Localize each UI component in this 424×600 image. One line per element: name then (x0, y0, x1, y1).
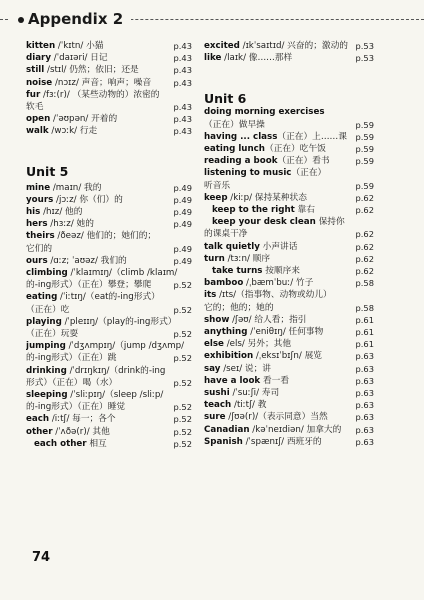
vocab-word: noise (26, 77, 53, 88)
vocab-definition: /ˈsuːʃi/ 寿司 (229, 388, 280, 398)
vocab-page-ref: p.43 (173, 53, 192, 64)
vocab-entry (204, 436, 374, 448)
vocab-entry (204, 326, 374, 338)
vocab-definition: /ˈdrɪŋkɪŋ/（drink的-ing (66, 365, 166, 376)
vocab-page-ref: p.62 (355, 205, 374, 215)
vocab-entry (26, 89, 192, 101)
vocab-definition: /iːtʃ/ 每一；各个 (49, 414, 116, 425)
vocab-page-ref: p.52 (173, 438, 192, 449)
vocab-page-ref: p.59 (355, 156, 374, 167)
vocab-word: doing morning exercises (204, 107, 325, 118)
vocab-word: keep (204, 192, 228, 203)
vocab-definition: /wɔːk/ 行走 (48, 126, 98, 137)
vocab-page-ref: p.49 (173, 207, 192, 217)
appendix-header (0, 8, 424, 32)
vocab-page-ref: p.63 (355, 412, 374, 423)
vocab-page-ref: p.53 (355, 53, 374, 64)
vocab-entry (26, 352, 192, 364)
vocab-entry (26, 401, 192, 413)
vocab-page-ref: p.63 (355, 363, 374, 374)
vocab-word: fur (26, 89, 41, 100)
vocab-entry (204, 302, 374, 314)
vocab-word: his (26, 207, 41, 217)
vocab-entry (204, 40, 374, 52)
vocab-page-ref: p.43 (173, 77, 192, 88)
vocab-entry (204, 387, 374, 399)
vocab-word: reading a book (204, 156, 278, 167)
vocab-word: its (204, 290, 217, 301)
vocab-definition: /ʃʊə(r)/（表示同意）当然 (225, 412, 328, 423)
vocab-word: yours (26, 194, 54, 205)
vocab-entry (26, 77, 192, 89)
vocab-entry (204, 106, 374, 118)
vocab-entry (204, 216, 374, 228)
vocab-entry (26, 230, 192, 242)
vocab-entry (204, 180, 374, 192)
bullet-icon (18, 17, 24, 23)
vocab-page-ref: p.52 (173, 329, 192, 339)
vocab-entry (204, 314, 374, 326)
vocab-word: teach (204, 400, 232, 411)
vocab-word: jumping (26, 341, 66, 352)
vocab-definition: 按顺序来 (262, 266, 300, 276)
vocab-page-ref: p.63 (355, 388, 374, 398)
page-number: 74 (32, 550, 51, 565)
vocab-word: drinking (26, 365, 67, 376)
vocab-definition: （正在）上……课 (277, 131, 347, 142)
vocab-definition: /els/ 另外；其他 (223, 339, 292, 350)
vocab-page-ref: p.61 (355, 327, 374, 337)
vocab-page-ref: p.49 (173, 194, 192, 205)
vocab-entry (26, 389, 192, 401)
vocab-word: eating (26, 292, 58, 303)
vocab-entry (26, 365, 192, 377)
vocab-entry (26, 340, 192, 352)
vocab-page-ref: p.63 (355, 375, 374, 386)
vocab-definition: /laɪk/ 像……那样 (221, 53, 293, 64)
vocab-entry (204, 399, 374, 411)
vocab-page-ref: p.59 (355, 131, 374, 142)
vocab-definition: 相互 (86, 438, 107, 449)
vocab-definition: /kiːp/ 保持某种状态 (227, 192, 307, 203)
vocab-definition: /ˈkɪtn/ 小猫 (55, 41, 104, 51)
vocab-word: bamboo (204, 278, 244, 289)
vocab-page-ref: p.52 (173, 402, 192, 413)
vocab-definition: /ˈspænɪʃ/ 西班牙的 (242, 436, 322, 447)
vocab-word: each (26, 414, 50, 425)
vocab-definition: /nɔɪz/ 声音；响声；噪音 (52, 77, 152, 88)
vocab-word: playing (26, 316, 62, 327)
vocab-entry (204, 228, 374, 240)
vocab-page-ref: p.52 (173, 426, 192, 437)
vocab-word: diary (26, 53, 52, 64)
vocab-word: Canadian (204, 424, 250, 435)
vocab-page-ref: p.61 (355, 339, 374, 350)
vocab-definition: 的课桌干净 (204, 229, 248, 240)
vocab-definition: /ˈəʊpən/ 开着的 (50, 114, 118, 125)
vocab-entry (204, 143, 374, 155)
vocab-entry (26, 113, 192, 125)
vocab-page-ref: p.62 (355, 192, 374, 203)
vocab-definition: 它的；他的；她的 (204, 302, 274, 313)
vocab-word: climbing (26, 268, 68, 278)
vocab-definition: /ˈsliːpɪŋ/（sleep /sliːp/ (67, 390, 164, 400)
vocab-word: sure (204, 412, 226, 423)
vocab-definition: /ɪkˈsaɪtɪd/ 兴奋的；激动的 (239, 41, 348, 51)
vocab-entry (204, 411, 374, 423)
vocab-definition: /ɪts/（指事物、动物或幼儿） (216, 290, 332, 301)
vocab-page-ref: p.49 (173, 219, 192, 230)
vocab-entry (26, 328, 192, 340)
vocab-definition: /hɜːz/ 她的 (47, 219, 94, 230)
vocab-entry (204, 253, 374, 265)
vocab-definition: /seɪ/ 说；讲 (220, 363, 271, 374)
vocab-word: anything (204, 327, 248, 337)
vocab-definition: /ˌbæmˈbuː/ 竹子 (243, 278, 314, 289)
vocab-entry (204, 167, 374, 179)
vocab-page-ref: p.52 (173, 304, 192, 315)
vocab-page-ref: p.62 (355, 229, 374, 240)
vocab-entry (26, 304, 192, 316)
vocab-entry (204, 265, 374, 277)
vocab-entry (26, 125, 192, 137)
vocab-word: other (26, 426, 53, 437)
vocab-word: keep your desk clean (212, 217, 316, 228)
vocab-page-ref: p.62 (355, 253, 374, 264)
vocab-definition: /ˈdʒʌmpɪŋ/（jump /dʒʌmp/ (65, 341, 185, 352)
vocab-page-ref: p.63 (355, 424, 374, 435)
vocab-word: show (204, 314, 230, 325)
vocab-entry (26, 426, 192, 438)
vocab-definition: /jɔːz/ 你（们）的 (53, 194, 123, 205)
vocab-word: say (204, 363, 221, 374)
vocab-definition: /stɪl/ 仍然；依旧；还是 (44, 65, 139, 76)
unit-5-heading: Unit 5 (26, 163, 69, 179)
vocab-entry (204, 363, 374, 375)
vocab-definition: /ˈklaɪmɪŋ/（climb /klaɪm/ (67, 268, 178, 278)
vocab-page-ref: p.59 (355, 144, 374, 154)
vocab-definition: 的-ing形式）（正在）睡觉 (26, 402, 126, 413)
vocab-page-ref: p.43 (173, 102, 192, 112)
vocab-definition: /tɜːn/ 顺序 (224, 253, 271, 264)
vocab-word: listening to music (204, 168, 292, 179)
vocab-page-ref: p.49 (173, 243, 192, 254)
vocab-word: else (204, 339, 224, 350)
vocab-page-ref: p.43 (173, 41, 192, 51)
vocab-page-ref: p.61 (355, 314, 374, 325)
vocab-entry (26, 182, 192, 194)
vocab-word: kitten (26, 41, 56, 51)
vocab-page-ref: p.58 (355, 302, 374, 313)
vocab-word: excited (204, 41, 240, 51)
vocab-word: having ... class (204, 131, 278, 142)
vocab-page-ref: p.52 (173, 377, 192, 388)
vocab-entry (204, 424, 374, 436)
header-title-box (10, 8, 131, 30)
vocab-word: each other (34, 438, 87, 449)
vocab-page-ref: p.58 (355, 278, 374, 289)
vocab-word: open (26, 114, 51, 125)
vocab-word: have a look (204, 375, 261, 386)
vocab-page-ref: p.59 (355, 180, 374, 191)
vocab-page-ref: p.52 (173, 353, 192, 364)
vocab-entry (26, 194, 192, 206)
vocab-definition: （正在）做早操 (204, 119, 265, 130)
vocab-definition: /ˈdaɪəri/ 日记 (51, 53, 108, 64)
vocab-entry (204, 119, 374, 131)
vocab-word: Spanish (204, 436, 243, 447)
vocab-page-ref: p.52 (173, 414, 192, 425)
vocab-entry (26, 316, 192, 328)
vocab-word: ours (26, 255, 48, 266)
vocab-page-ref: p.43 (173, 114, 192, 125)
vocab-word: exhibition (204, 351, 254, 362)
vocab-entry (204, 241, 374, 253)
vocab-entry (204, 204, 374, 216)
vocab-definition: 小声讲话 (259, 241, 298, 252)
vocab-definition: 看一看 (260, 375, 290, 386)
vocab-definition: /ˌeksɪˈbɪʃn/ 展览 (253, 351, 322, 362)
vocab-word: still (26, 65, 45, 76)
vocab-definition: （正在） (291, 168, 327, 179)
vocab-entry (204, 131, 374, 143)
vocab-entry (204, 289, 374, 301)
vocab-definition: （正在）玩耍 (26, 329, 79, 339)
vocab-entry (26, 243, 192, 255)
vocab-entry (26, 267, 192, 279)
vocab-definition: （正在）吃午饭 (265, 144, 326, 154)
vocab-word: walk (26, 126, 49, 137)
vocab-word: take turns (212, 266, 263, 276)
vocab-entry (26, 377, 192, 389)
vocab-page-ref: p.49 (173, 255, 192, 266)
vocab-definition: /ɑːz; ˈaʊəz/ 我们的 (47, 255, 127, 266)
vocab-word: mine (26, 182, 51, 193)
vocab-word: sleeping (26, 390, 68, 400)
vocab-entry (26, 218, 192, 230)
vocab-entry (26, 206, 192, 218)
vocab-entry (204, 277, 374, 289)
vocab-word: theirs (26, 231, 55, 242)
vocab-entry (26, 64, 192, 76)
vocab-page-ref: p.63 (355, 351, 374, 362)
vocab-entry (26, 438, 192, 450)
vocab-definition: /ðeəz/ 他们的；她们的； (54, 231, 157, 242)
vocab-definition: /fɜː(r)/ （某些动物的）浓密的 (40, 89, 160, 100)
vocab-definition: 听音乐 (204, 180, 231, 191)
vocab-entry (204, 375, 374, 387)
vocab-entry (204, 155, 374, 167)
vocab-entry (26, 52, 192, 64)
vocab-definition: /ˈiːtɪŋ/（eat的-ing形式） (57, 292, 160, 303)
appendix-title: Appendix 2 (28, 10, 124, 28)
vocab-definition: （正在）吃 (26, 304, 70, 315)
vocab-definition: 的-ing形式）（正在）跳 (26, 353, 117, 364)
unit-6-heading: Unit 6 (204, 91, 247, 107)
vocab-page-ref: p.62 (355, 266, 374, 276)
vocab-page-ref: p.63 (355, 436, 374, 447)
vocab-entry (26, 40, 192, 52)
vocab-entry (204, 192, 374, 204)
vocab-entry (26, 279, 192, 291)
vocab-page-ref: p.43 (173, 65, 192, 76)
vocab-definition: /ʃəʊ/ 给人看；指引 (229, 314, 307, 325)
vocab-word: eating lunch (204, 144, 265, 154)
vocab-word: sushi (204, 388, 230, 398)
vocab-word: hers (26, 219, 48, 230)
vocab-definition: 的-ing形式）（正在）攀登；攀爬 (26, 280, 152, 291)
vocab-page-ref: p.53 (355, 41, 374, 51)
vocab-definition: 形式）（正在）喝（水） (26, 377, 118, 388)
vocab-entry (26, 413, 192, 425)
vocab-word: like (204, 53, 222, 64)
vocab-page-ref: p.62 (355, 241, 374, 252)
vocab-page-ref: p.43 (173, 126, 192, 137)
vocab-definition: （正在）看书 (277, 156, 330, 167)
vocab-page-ref: p.59 (355, 119, 374, 130)
vocab-definition: /hɪz/ 他的 (40, 207, 83, 217)
vocab-entry (204, 338, 374, 350)
vocab-word: turn (204, 253, 225, 264)
vocab-definition: 软毛 (26, 102, 44, 112)
vocab-page-ref: p.63 (355, 400, 374, 411)
vocab-definition: 保持你 (315, 217, 345, 228)
vocab-entry (204, 350, 374, 362)
vocab-page-ref: p.52 (173, 280, 192, 291)
vocab-page-ref: p.49 (173, 182, 192, 193)
vocab-definition: 靠右 (294, 205, 315, 215)
vocab-definition: 它们的 (26, 243, 53, 254)
vocab-definition: /tiːtʃ/ 教 (231, 400, 267, 411)
vocab-definition: /ˈʌðə(r)/ 其他 (52, 426, 110, 437)
vocab-word: talk quietly (204, 241, 260, 252)
vocab-word: keep to the right (212, 205, 295, 215)
vocab-entry (26, 255, 192, 267)
vocab-entry (26, 101, 192, 113)
vocab-entry (26, 291, 192, 303)
vocab-entry (204, 52, 374, 64)
vocab-definition: /ˈpleɪɪŋ/（play的-ing形式） (61, 316, 177, 327)
vocab-definition: /kəˈneɪdiən/ 加拿大的 (249, 424, 342, 435)
vocab-definition: /ˈeniθɪŋ/ 任何事物 (247, 327, 324, 337)
vocab-definition: /maɪn/ 我的 (50, 182, 102, 193)
